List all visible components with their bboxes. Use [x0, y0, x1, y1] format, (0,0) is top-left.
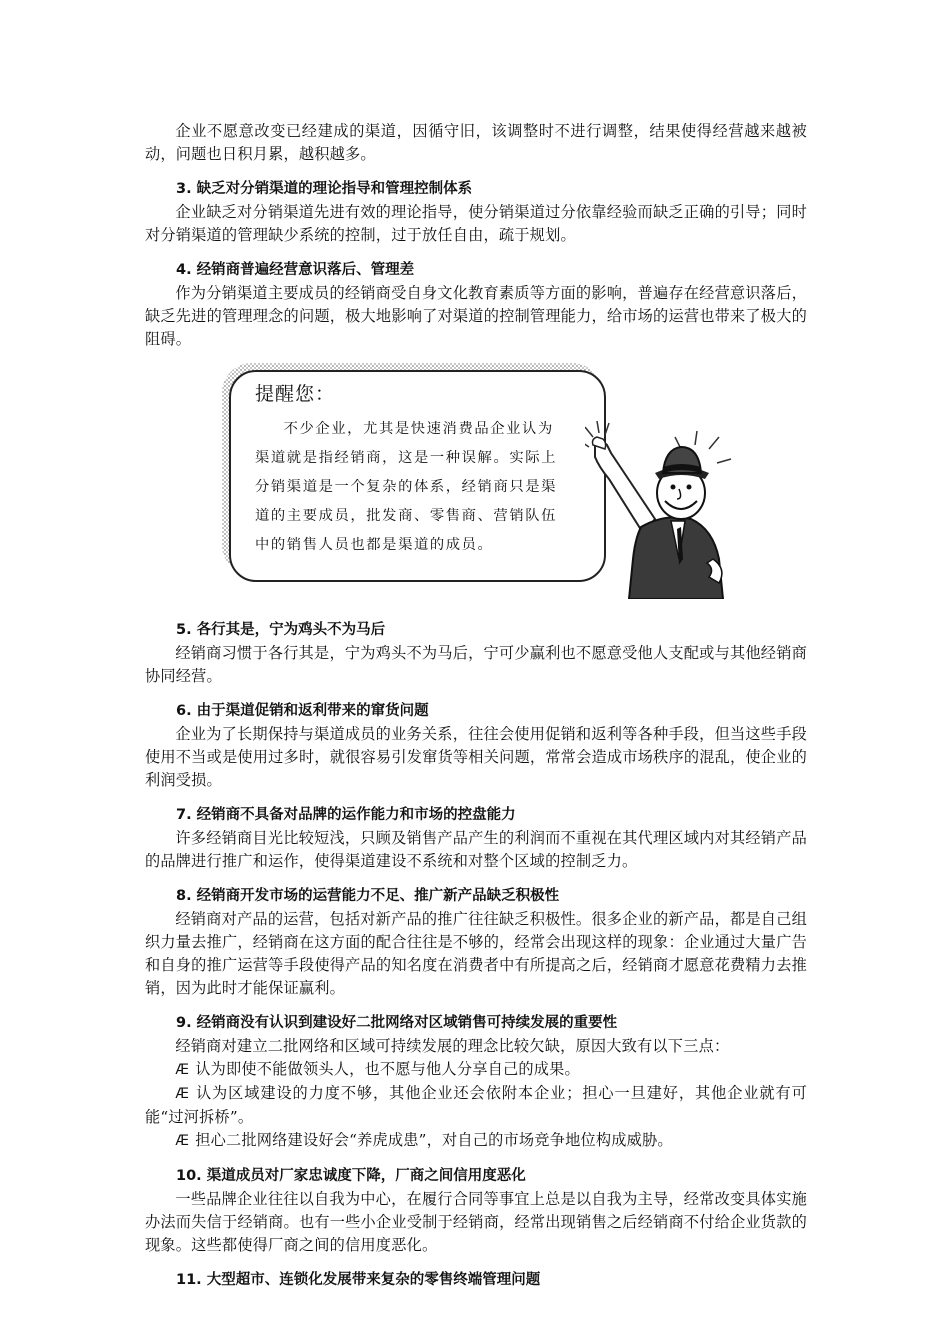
- section-6-heading: 6. 由于渠道促销和返利带来的窜货问题: [176, 703, 429, 719]
- section-5-heading: 5. 各行其是，宁为鸡头不为马后: [176, 622, 386, 638]
- bullet-mark: Æ: [175, 1133, 190, 1149]
- bullet-text: 担心二批网络建设好会“养虎成患”，对自己的市场竞争地位构成威胁。: [195, 1131, 673, 1149]
- callout-line: 渠道就是指经销商，这是一种误解。实际上: [255, 450, 558, 466]
- section-4-body: 作为分销渠道主要成员的经销商受自身文化教育素质等方面的影响，普遍存在经营意识落后，缺乏先进的管理理念的问题，极大地影响了对渠道的控制管理能力，给市场的运营也带来了极大的阻碍。: [145, 284, 807, 348]
- section-3-heading: 3. 缺乏对分销渠道的理论指导和管理控制体系: [176, 181, 473, 197]
- section-8-heading: 8. 经销商开发市场的运营能力不足、推广新产品缺乏积极性: [176, 888, 560, 904]
- section-9-body: 经销商对建立二批网络和区域可持续发展的理念比较欠缺，原因大致有以下三点：: [175, 1037, 730, 1055]
- reminder-callout: [145, 361, 807, 601]
- callout-line: 分销渠道是一个复杂的体系，经销商只是渠: [255, 479, 558, 495]
- bullet-text: 认为即使不能做领头人，也不愿与他人分享自己的成果。: [195, 1060, 580, 1078]
- section-8-body: 经销商对产品的运营，包括对新产品的推广往往缺乏积极性。很多企业的新产品，都是自己组织力量去推广，经销商在这方面的配合往往是不够的，经常会出现这样的现象：企业通过大量广告和自身的推广运营等手段使得产品的知名度在消费者中有所提高之后，经销商才愿意花费精力去推销，因为此时才能保证赢利。: [145, 910, 807, 997]
- section-4-heading: 4. 经销商普遍经营意识落后、管理差: [176, 262, 415, 278]
- bullet-item: [145, 1058, 807, 1082]
- section-7-body: 许多经销商目光比较短浅，只顾及销售产品产生的利润而不重视在其代理区域内对其经销产品的品牌进行推广和运作，使得渠道建设不系统和对整个区域的控制乏力。: [145, 829, 807, 870]
- section-3-body: 企业缺乏对分销渠道先进有效的理论指导，使分销渠道过分依靠经验而缺乏正确的引导；同时对分销渠道的管理缺少系统的控制，过于放任自由，疏于规划。: [145, 203, 807, 244]
- section-6-body: 企业为了长期保持与渠道成员的业务关系，往往会使用促销和返利等各种手段，但当这些手段使用不当或是使用过多时，就很容易引发窜货等相关问题，常常会造成市场秩序的混乱，使企业的利润受损。: [145, 725, 807, 789]
- callout-line: 不少企业，尤其是快速消费品企业认为: [283, 421, 554, 437]
- intro-paragraph: 企业不愿意改变已经建成的渠道，因循守旧，该调整时不进行调整，结果使得经营越来越被动，问题也日积月累，越积越多。: [145, 122, 807, 163]
- section-11-heading: 11. 大型超市、连锁化发展带来复杂的零售终端管理问题: [176, 1272, 541, 1288]
- callout-title: 提醒您：: [255, 383, 336, 405]
- document-page: [145, 120, 807, 1292]
- callout-text: [255, 415, 575, 560]
- bullet-text: 认为区域建设的力度不够，其他企业还会依附本企业；担心一旦建好，其他企业就有可能“过河拆桥”。: [145, 1084, 807, 1126]
- bullet-item: [145, 1129, 807, 1153]
- bullet-mark: Æ: [175, 1086, 190, 1102]
- section-7-heading: 7. 经销商不具备对品牌的运作能力和市场的控盘能力: [176, 807, 516, 823]
- section-10-heading: 10. 渠道成员对厂家忠诚度下降，厂商之间信用度恶化: [176, 1168, 526, 1184]
- bullet-mark: Æ: [175, 1062, 190, 1078]
- pointing-man-icon: [585, 409, 735, 599]
- section-9-heading: 9. 经销商没有认识到建设好二批网络对区域销售可持续发展的重要性: [176, 1015, 618, 1031]
- bullet-item: [145, 1082, 807, 1129]
- section-5-body: 经销商习惯于各行其是，宁为鸡头不为马后，宁可少赢利也不愿意受他人支配或与其他经销商协同经营。: [145, 644, 807, 685]
- section-10-body: 一些品牌企业往往以自我为中心，在履行合同等事宜上总是以自我为主导，经常改变具体实施办法而失信于经销商。也有一些小企业受制于经销商，经常出现销售之后经销商不付给企业货款的现象。这些都使得厂商之间的信用度恶化。: [145, 1190, 807, 1254]
- callout-line: 中的销售人员也都是渠道的成员。: [255, 537, 494, 553]
- callout-line: 道的主要成员，批发商、零售商、营销队伍: [255, 508, 558, 524]
